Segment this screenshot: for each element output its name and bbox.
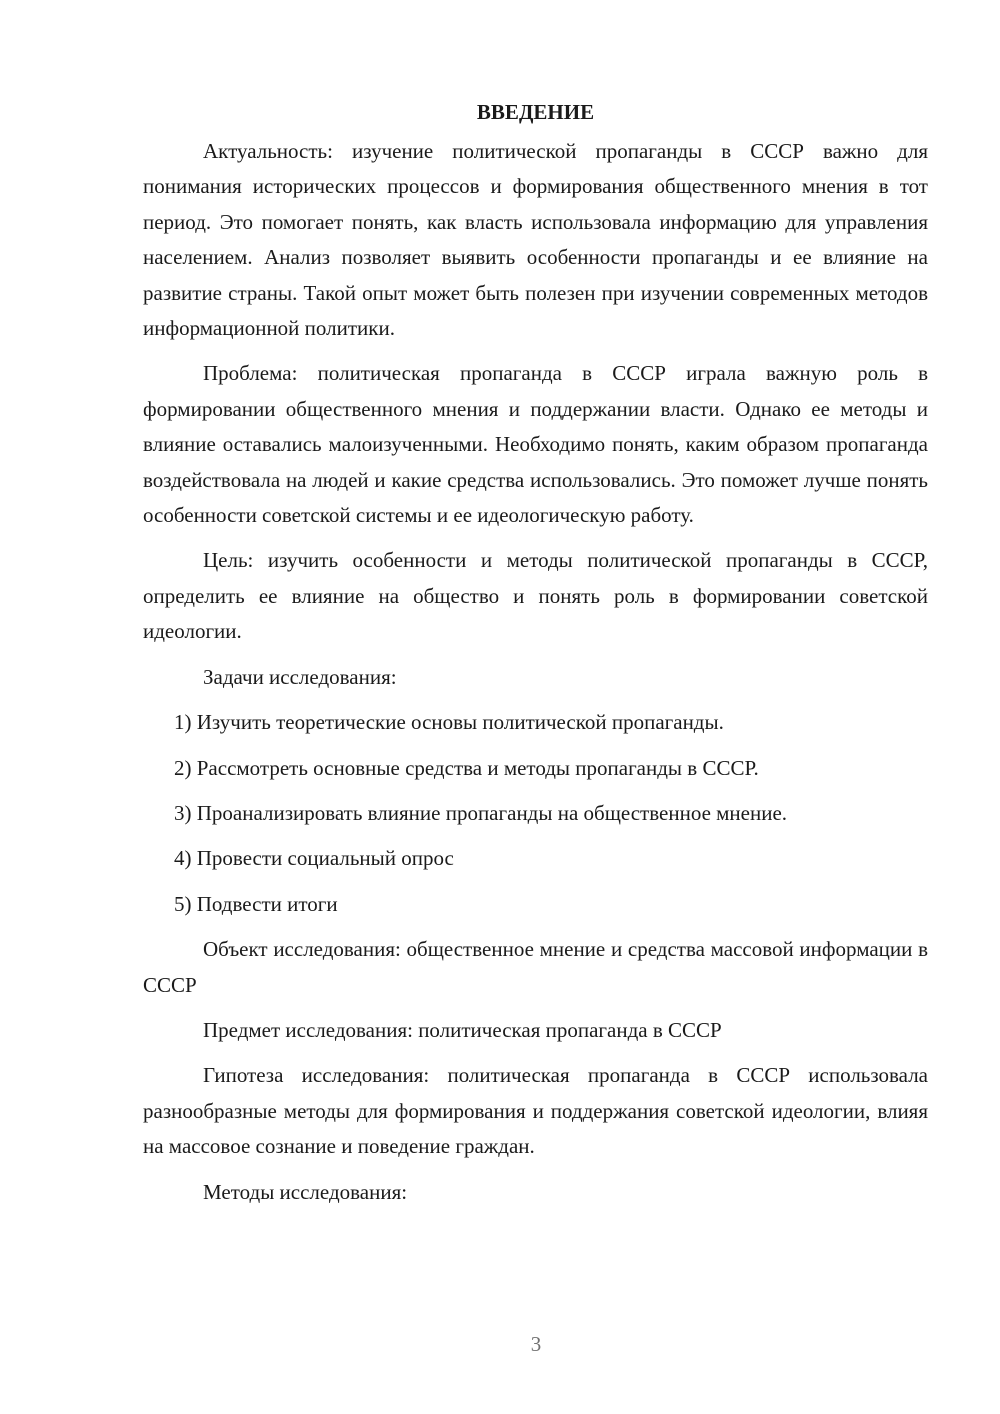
document-page	[143, 96, 928, 1220]
list-item: 2) Рассмотреть основные средства и методы пропаганды в СССР.	[174, 755, 759, 780]
tasks-heading: Задачи исследования:	[203, 664, 397, 689]
object-paragraph: Объект исследования: общественное мнение и средства массовой информации в СССР	[143, 937, 928, 997]
subject-paragraph: Предмет исследования: политическая пропаганда в СССР	[203, 1017, 722, 1042]
goal-paragraph: Цель: изучить особенности и методы политической пропаганды в СССР, определить ее влияние на общество и понять роль в формировании советской идеологии.	[143, 548, 928, 644]
page-title: ВВЕДЕНИЕ	[476, 100, 595, 124]
list-item: 1) Изучить теоретические основы политической пропаганды.	[174, 710, 724, 735]
list-item: 3) Проанализировать влияние пропаганды на общественное мнение.	[174, 800, 788, 825]
methods-heading: Методы исследования:	[203, 1179, 408, 1204]
list-item: 4) Провести социальный опрос	[174, 846, 454, 871]
hypothesis-paragraph: Гипотеза исследования: политическая пропаганда в СССР использовала разнообразные методы для формирования и поддержания советской идеологии, влияя на массовое сознание и поведение граждан.	[143, 1063, 928, 1159]
page-number: 3	[530, 1332, 542, 1356]
problem-paragraph: Проблема: политическая пропаганда в СССР играла важную роль в формировании общественного мнения и поддержании власти. Однако ее методы и влияние оставались малоизученными. Необходимо понять, каким образом пропаганда воздействовала на людей и какие средства использовались. Это поможет лучше понять особенности советской системы и ее идеологическую работу.	[143, 361, 928, 528]
list-item: 5) Подвести итоги	[174, 891, 338, 916]
relevance-paragraph: Актуальность: изучение политической пропаганды в СССР важно для понимания исторических процессов и формирования общественного мнения в тот период. Это помогает понять, как власть использовала информацию для управления населением. Анализ позволяет выявить особенности пропаганды и ее влияние на развитие страны. Такой опыт может быть полезен при изучении современных методов информационной политики.	[143, 139, 928, 341]
tasks-list	[143, 705, 928, 922]
